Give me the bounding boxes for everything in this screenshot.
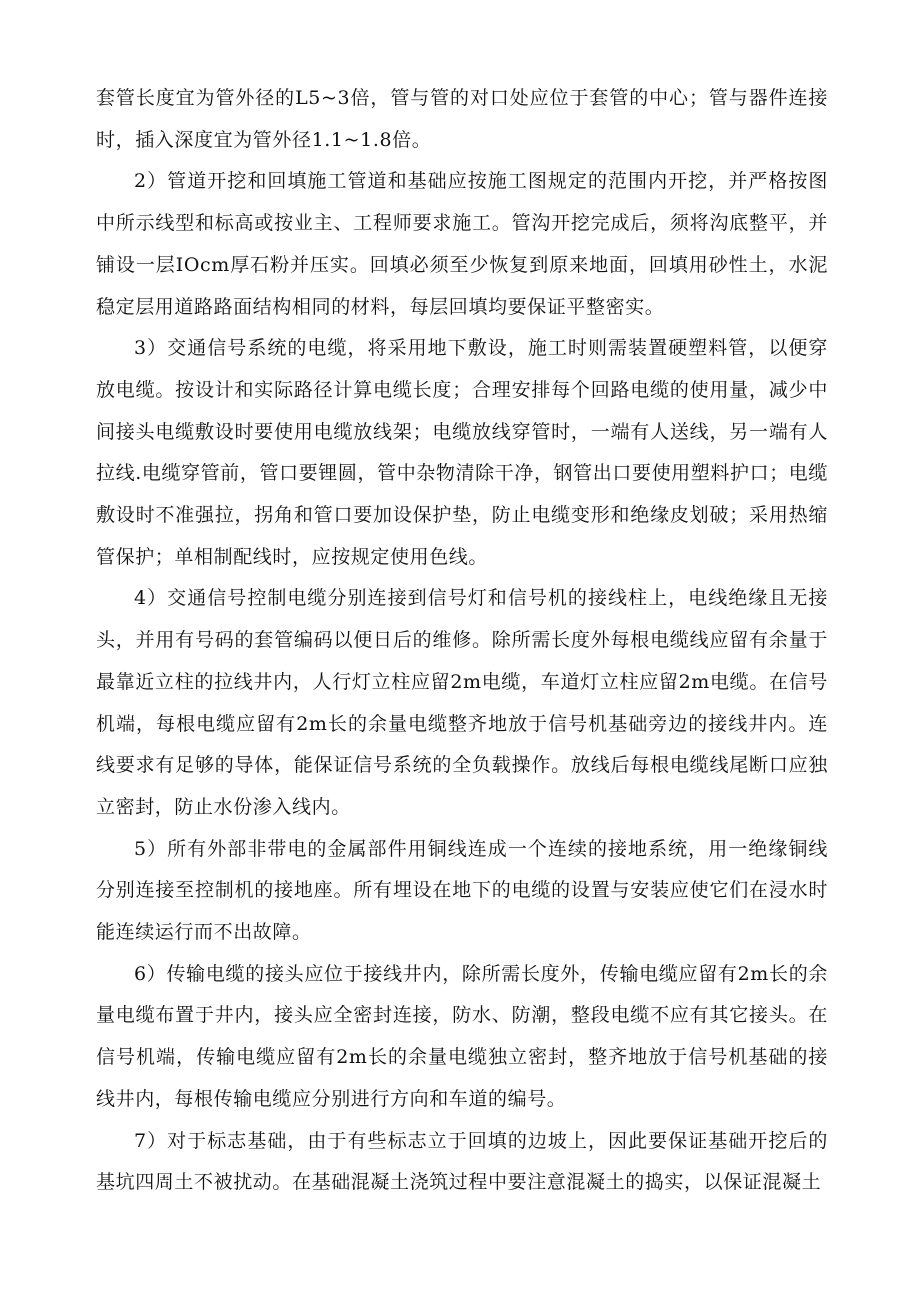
paragraph-2: 2）管道开挖和回填施工管道和基础应按施工图规定的范围内开挖，并严格按图中所示线型和标高或按业主、工程师要求施工。管沟开挖完成后，须将沟底整平，并铺设一层IOcm厚石粉并压实。回填必须至少恢复到原来地面，回填用砂性土，水泥稳定层用道路路面结构相同的材料，每层回填均要保证平整密实。 <box>96 170 828 318</box>
document-body <box>96 78 828 1204</box>
paragraph-3: 3）交通信号系统的电缆，将采用地下敷设，施工时则需装置硬塑料管，以便穿放电缆。按设计和实际路径计算电缆长度；合理安排每个回路电缆的使用量，减少中间接头电缆敷设时要使用电缆放线架；电缆放线穿管时，一端有人送线，另一端有人拉线.电缆穿管前，管口要锂圆，管中杂物清除干净，钢管出口要使用塑料护口；电缆敷设时不准强拉，拐角和管口要加设保护垫，防止电缆变形和绝缘皮划破；采用热缩管保护；单相制配线时，应按规定使用色线。 <box>96 337 828 568</box>
paragraph-7: 7）对于标志基础，由于有些标志立于回填的边坡上，因此要保证基础开挖后的基坑四周土不被扰动。在基础混凝土浇筑过程中要注意混凝土的捣实，以保证混凝土 <box>96 1129 828 1194</box>
paragraph-4: 4）交通信号控制电缆分别连接到信号灯和信号机的接线柱上，电线绝缘且无接头，并用有号码的套管编码以便日后的维修。除所需长度外每根电缆线应留有余量于最靠近立柱的拉线井内，人行灯立柱应留2m电缆，车道灯立柱应留2m电缆。在信号机端，每根电缆应留有2m长的余量电缆整齐地放于信号机基础旁边的接线井内。连线要求有足够的导体，能保证信号系统的全负载操作。放线后每根电缆线尾断口应独立密封，防止水份渗入线内。 <box>96 587 828 818</box>
paragraph-5: 5）所有外部非带电的金属部件用铜线连成一个连续的接地系统，用一绝缘铜线分别连接至控制机的接地座。所有埋设在地下的电缆的设置与安装应使它们在浸水时能连续运行而不出故障。 <box>96 837 828 944</box>
paragraph-6: 6）传输电缆的接头应位于接线井内，除所需长度外，传输电缆应留有2m长的余量电缆布置于井内，接头应全密封连接，防水、防潮，整段电缆不应有其它接头。在信号机端，传输电缆应留有2m长的余量电缆独立密封，整齐地放于信号机基础的接线井内，每根传输电缆应分别进行方向和车道的编号。 <box>96 962 828 1110</box>
paragraph-1: 套管长度宜为管外径的L5~3倍，管与管的对口处应位于套管的中心；管与器件连接时，插入深度宜为管外径1.1~1.8倍。 <box>96 87 828 151</box>
